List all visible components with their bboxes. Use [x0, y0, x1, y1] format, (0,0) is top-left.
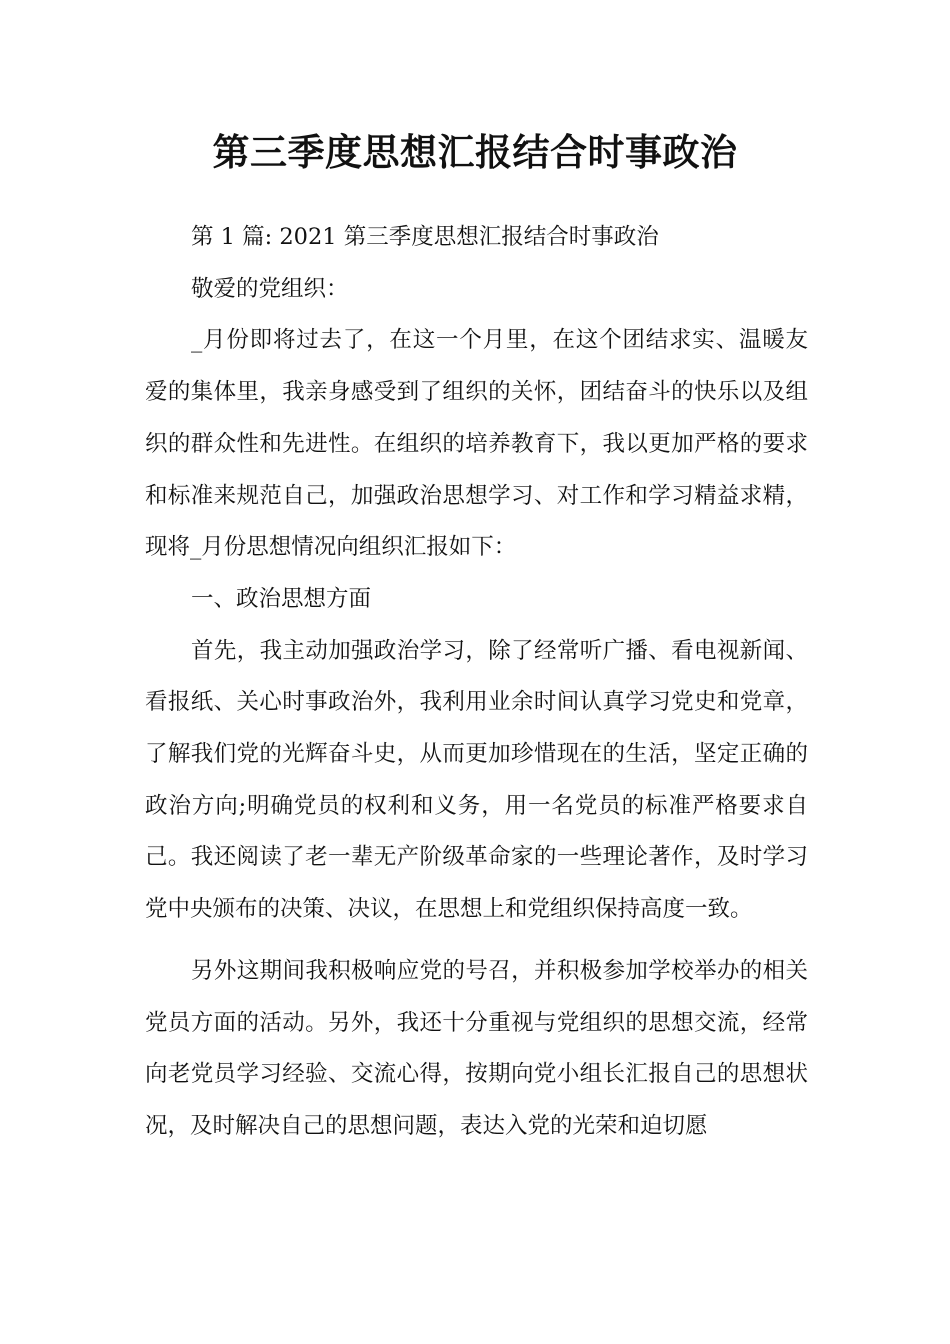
article-heading: 第 1 篇: 2021 第三季度思想汇报结合时事政治 [191, 224, 659, 250]
body-paragraph-intro: _月份即将过去了，在这一个月里，在这个团结求实、温暖友爱的集体里，我亲身感受到了组织的关怀，团结奋斗的快乐以及组织的群众性和先进性。在组织的培养教育下，我以更加严格的要求和标准来规范自己，加强政治思想学习、对工作和学习精益求精，现将_月份思想情况向组织汇报如下： [145, 327, 808, 561]
body-paragraph-activities: 另外这期间我积极响应党的号召，并积极参加学校举办的相关党员方面的活动。另外，我还十分重视与党组织的思想交流，经常向老党员学习经验、交流心得，按期向党小组长汇报自己的思想状况，及时解决自己的思想问题，表达入党的光荣和迫切愿 [145, 957, 808, 1139]
salutation: 敬爱的党组织： [191, 275, 349, 302]
document-title: 第三季度思想汇报结合时事政治 [212, 130, 738, 174]
section-heading-political-thought: 一、政治思想方面 [191, 585, 372, 612]
document-body [145, 212, 808, 1153]
body-paragraph-study: 首先，我主动加强政治学习，除了经常听广播、看电视新闻、看报纸、关心时事政治外，我利用业余时间认真学习党史和党章，了解我们党的光辉奋斗史，从而更加珍惜现在的生活，坚定正确的政治方向;明确党员的权利和义务，用一名党员的标准严格要求自己。我还阅读了老一辈无产阶级革命家的一些理论著作，及时学习党中央颁布的决策、决议，在思想上和党组织保持高度一致。 [145, 637, 808, 923]
